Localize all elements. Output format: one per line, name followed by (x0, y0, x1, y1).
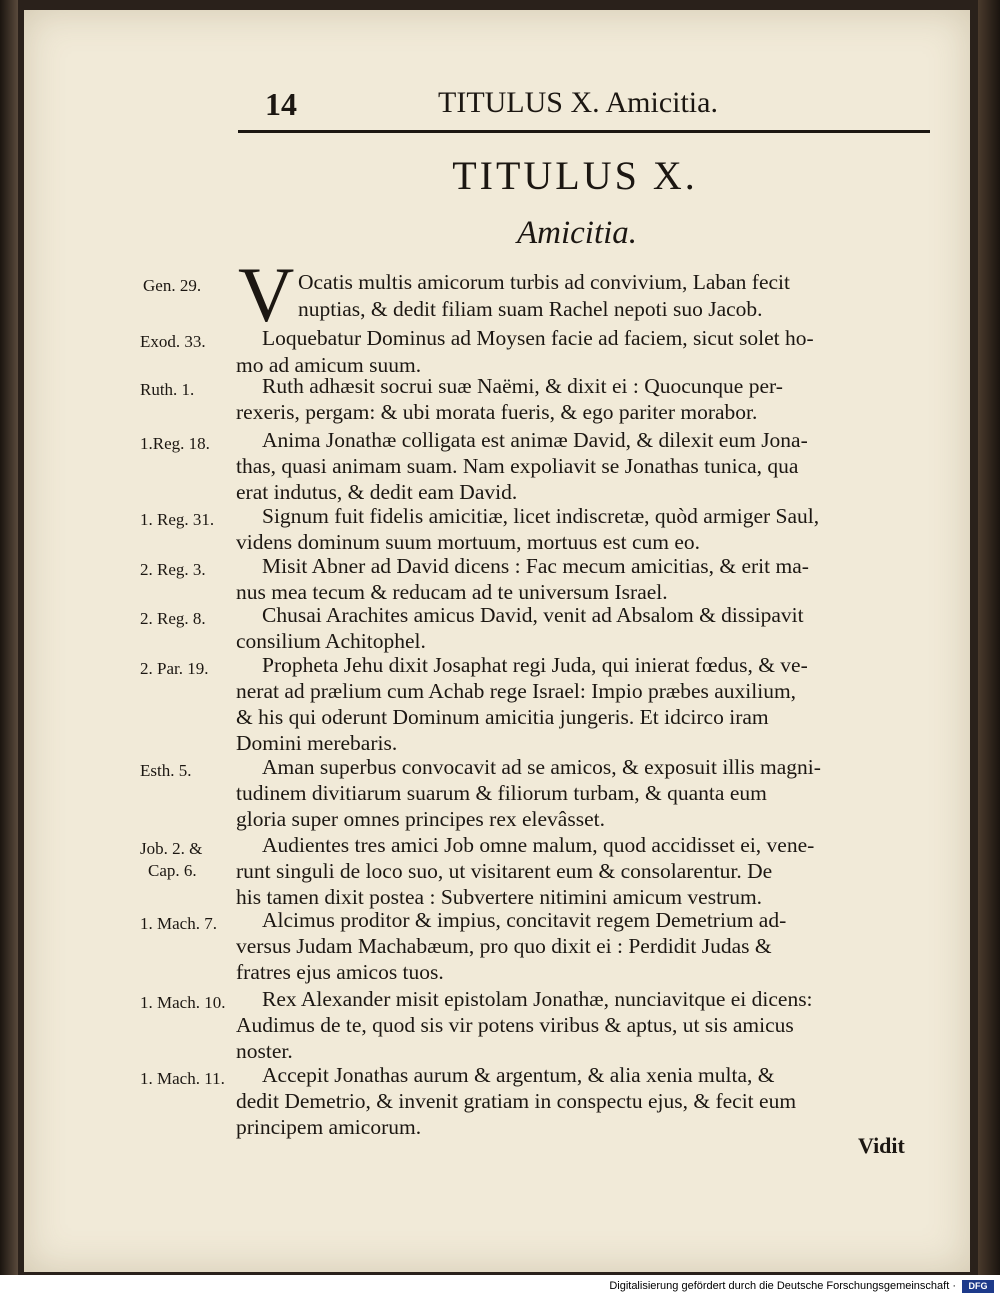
text-line: runt singuli de loco suo, ut visitarent eum & consolarentur. De (236, 859, 773, 883)
text-line: consilium Achitophel. (236, 629, 426, 653)
margin-reference: Job. 2. & (140, 839, 203, 858)
text-line: Aman superbus convocavit ad se amicos, & exposuit illis magni- (262, 755, 821, 779)
margin-reference: 2. Par. 19. (140, 659, 209, 678)
margin-reference: Esth. 5. (140, 761, 192, 780)
text-line: thas, quasi animam suam. Nam expoliavit se Jonathas tunica, qua (236, 454, 799, 478)
margin-reference: Gen. 29. (143, 276, 202, 295)
running-head: TITULUS X. Amicitia. (438, 86, 718, 119)
margin-reference: 2. Reg. 3. (140, 560, 206, 579)
text-line: Rex Alexander misit epistolam Jonathæ, nunciavitque ei dicens: (262, 987, 813, 1011)
text-line: versus Judam Machabæum, pro quo dixit ei : Perdidit Judas & (236, 934, 772, 958)
footer-credit: Digitalisierung gefördert durch die Deutsche Forschungsgemeinschaft · (609, 1280, 956, 1292)
text-line: nuptias, & dedit filiam suam Rachel nepoti suo Jacob. (298, 297, 763, 321)
catchword: Vidit (858, 1133, 905, 1158)
text-line: Domini merebaris. (236, 731, 398, 755)
text-line: Ocatis multis amicorum turbis ad convivium, Laban fecit (298, 270, 790, 294)
text-line: Audimus de te, quod sis vir potens viribus & aptus, ut sis amicus (236, 1013, 794, 1037)
text-line: gloria super omnes principes rex elevâsset. (236, 807, 605, 831)
margin-reference: Exod. 33. (140, 332, 206, 351)
margin-reference: Ruth. 1. (140, 380, 195, 399)
text-line: Signum fuit fidelis amicitiæ, licet indiscretæ, quòd armiger Saul, (262, 504, 820, 528)
page-number: 14 (265, 86, 297, 122)
margin-reference: 1.Reg. 18. (140, 434, 210, 453)
text-line: rexeris, pergam: & ubi morata fueris, & ego pariter morabor. (236, 400, 758, 424)
header-rule (238, 130, 930, 133)
text-line: Chusai Arachites amicus David, venit ad Absalom & dissipavit (262, 603, 804, 627)
text-line: his tamen dixit postea : Subvertere nitimini amicum vestrum. (236, 885, 763, 909)
text-line: erat indutus, & dedit eam David. (236, 480, 518, 504)
margin-reference: 2. Reg. 8. (140, 609, 206, 628)
text-line: Alcimus proditor & impius, concitavit regem Demetrium ad- (262, 908, 787, 932)
text-line: noster. (236, 1039, 293, 1063)
margin-reference: 1. Mach. 10. (140, 993, 226, 1012)
text-line: fratres ejus amicos tuos. (236, 960, 444, 984)
text-line: Loquebatur Dominus ad Moysen facie ad faciem, sicut solet ho- (262, 326, 814, 350)
chapter-title: TITULUS X. (452, 153, 698, 198)
text-line: nerat ad prælium cum Achab rege Israel: Impio præbes auxilium, (236, 679, 797, 703)
text-line: principem amicorum. (236, 1115, 422, 1139)
margin-reference: 1. Reg. 31. (140, 510, 215, 529)
text-line: Propheta Jehu dixit Josaphat regi Juda, qui inierat fœdus, & ve- (262, 653, 808, 677)
chapter-subtitle: Amicitia. (517, 215, 638, 251)
text-line: videns dominum suum mortuum, mortuus est cum eo. (236, 530, 701, 554)
text-line: & his qui oderunt Dominum amicitia jungeris. Et idcirco iram (236, 705, 769, 729)
text-line: mo ad amicum suum. (236, 353, 422, 377)
margin-reference: 1. Mach. 11. (140, 1069, 225, 1088)
text-line: Anima Jonathæ colligata est animæ David, & dilexit eum Jona- (262, 428, 808, 452)
dfg-logo: DFG (962, 1280, 994, 1293)
text-line: dedit Demetrio, & invenit gratiam in conspectu ejus, & fecit eum (236, 1089, 797, 1113)
drop-cap: V (238, 251, 295, 338)
text-line: Audientes tres amici Job omne malum, quod accidisset ei, vene- (262, 833, 815, 857)
margin-reference: Cap. 6. (148, 861, 197, 880)
text-line: Ruth adhæsit socrui suæ Naëmi, & dixit ei : Quocunque per- (262, 374, 783, 398)
margin-reference: 1. Mach. 7. (140, 914, 217, 933)
text-line: Accepit Jonathas aurum & argentum, & alia xenia multa, & (262, 1063, 775, 1087)
text-line: Misit Abner ad David dicens : Fac mecum amicitias, & erit ma- (262, 554, 809, 578)
text-line: tudinem divitiarum suarum & filiorum turbam, & quanta eum (236, 781, 767, 805)
text-line: nus mea tecum & reducam ad te universum Israel. (236, 580, 668, 604)
